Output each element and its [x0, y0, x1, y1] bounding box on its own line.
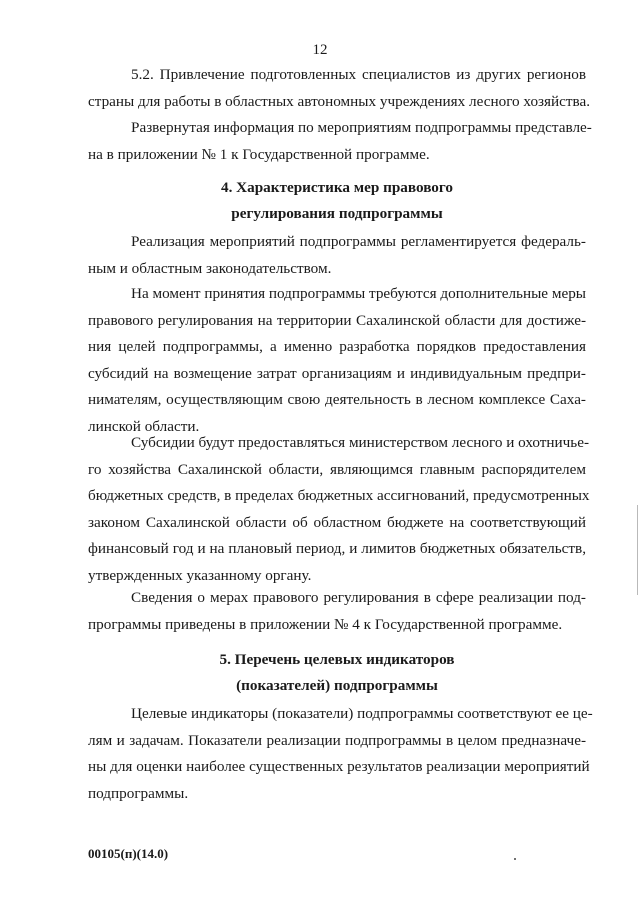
section-4-paragraph-2 — [88, 281, 586, 440]
text-line: бюджетных средств, в пределах бюджетных ассигнований, предусмотренных — [88, 487, 590, 504]
intro-paragraph-1 — [88, 62, 591, 115]
text-line: линской области. — [88, 417, 200, 435]
text-line: го хозяйства Сахалинской области, являющимся главным распорядителем — [88, 460, 586, 478]
text-line: финансовый год и на плановый период, и лимитов бюджетных обязательств, — [88, 540, 586, 557]
text-line: 5.2. Привлечение подготовленных специалистов из других регионов — [131, 66, 586, 83]
text-line: утвержденных указанному органу. — [88, 566, 312, 584]
page-number: 12 — [312, 42, 328, 58]
text-line: Целевые индикаторы (показатели) подпрограммы соответствуют ее це- — [131, 705, 593, 722]
text-line: на в приложении № 1 к Государственной программе. — [88, 145, 430, 163]
section-5-paragraph-1 — [88, 701, 593, 807]
text-line: правового регулирования на территории Сахалинской области для достиже- — [88, 311, 586, 329]
text-line: лям и задачам. Показатели реализации подпрограммы в целом предназначе- — [88, 731, 586, 749]
document-code: 00105(п)(14.0) — [88, 846, 169, 861]
intro-paragraph-2 — [88, 115, 592, 168]
text-line: законом Сахалинской области об областном бюджете на соответствующий — [88, 513, 586, 531]
text-line: субсидий на возмещение затрат организациям и индивидуальным предпри- — [88, 364, 586, 382]
section-5-heading-line-1: 5. Перечень целевых индикаторов — [219, 651, 455, 668]
text-line: На момент принятия подпрограммы требуются дополнительные меры — [131, 285, 586, 302]
text-line: страны для работы в областных автономных учреждениях лесного хозяйства. — [88, 92, 591, 110]
text-line: ны для оценки наиболее существенных результатов реализации мероприятий — [88, 758, 590, 775]
section-5-heading-line-2: (показателей) подпрограммы — [236, 677, 438, 694]
text-line: программы приведены в приложении № 4 к Государственной программе. — [88, 615, 563, 633]
scan-edge-mark — [637, 505, 638, 595]
text-line: ным и областным законодательством. — [88, 259, 332, 277]
text-line: ния целей подпрограммы, а именно разработка порядков предоставления — [88, 338, 586, 355]
section-4-heading-line-2: регулирования подпрограммы — [231, 205, 443, 222]
text-line: подпрограммы. — [88, 784, 189, 802]
text-line: Развернутая информация по мероприятиям подпрограммы представле- — [131, 119, 592, 136]
text-line: Субсидии будут предоставляться министерством лесного и охотничье- — [131, 434, 590, 451]
section-4-paragraph-4 — [88, 585, 586, 638]
scan-speck — [514, 858, 516, 860]
section-4-heading-line-1: 4. Характеристика мер правового — [220, 179, 454, 196]
text-line: Реализация мероприятий подпрограммы регламентируется федераль- — [131, 233, 586, 250]
text-line: нимателям, осуществляющим свою деятельность в лесном комплексе Саха- — [88, 391, 586, 408]
section-4-paragraph-1 — [88, 229, 586, 282]
section-4-paragraph-3 — [88, 430, 590, 589]
text-line: Сведения о мерах правового регулирования в сфере реализации под- — [131, 589, 586, 606]
